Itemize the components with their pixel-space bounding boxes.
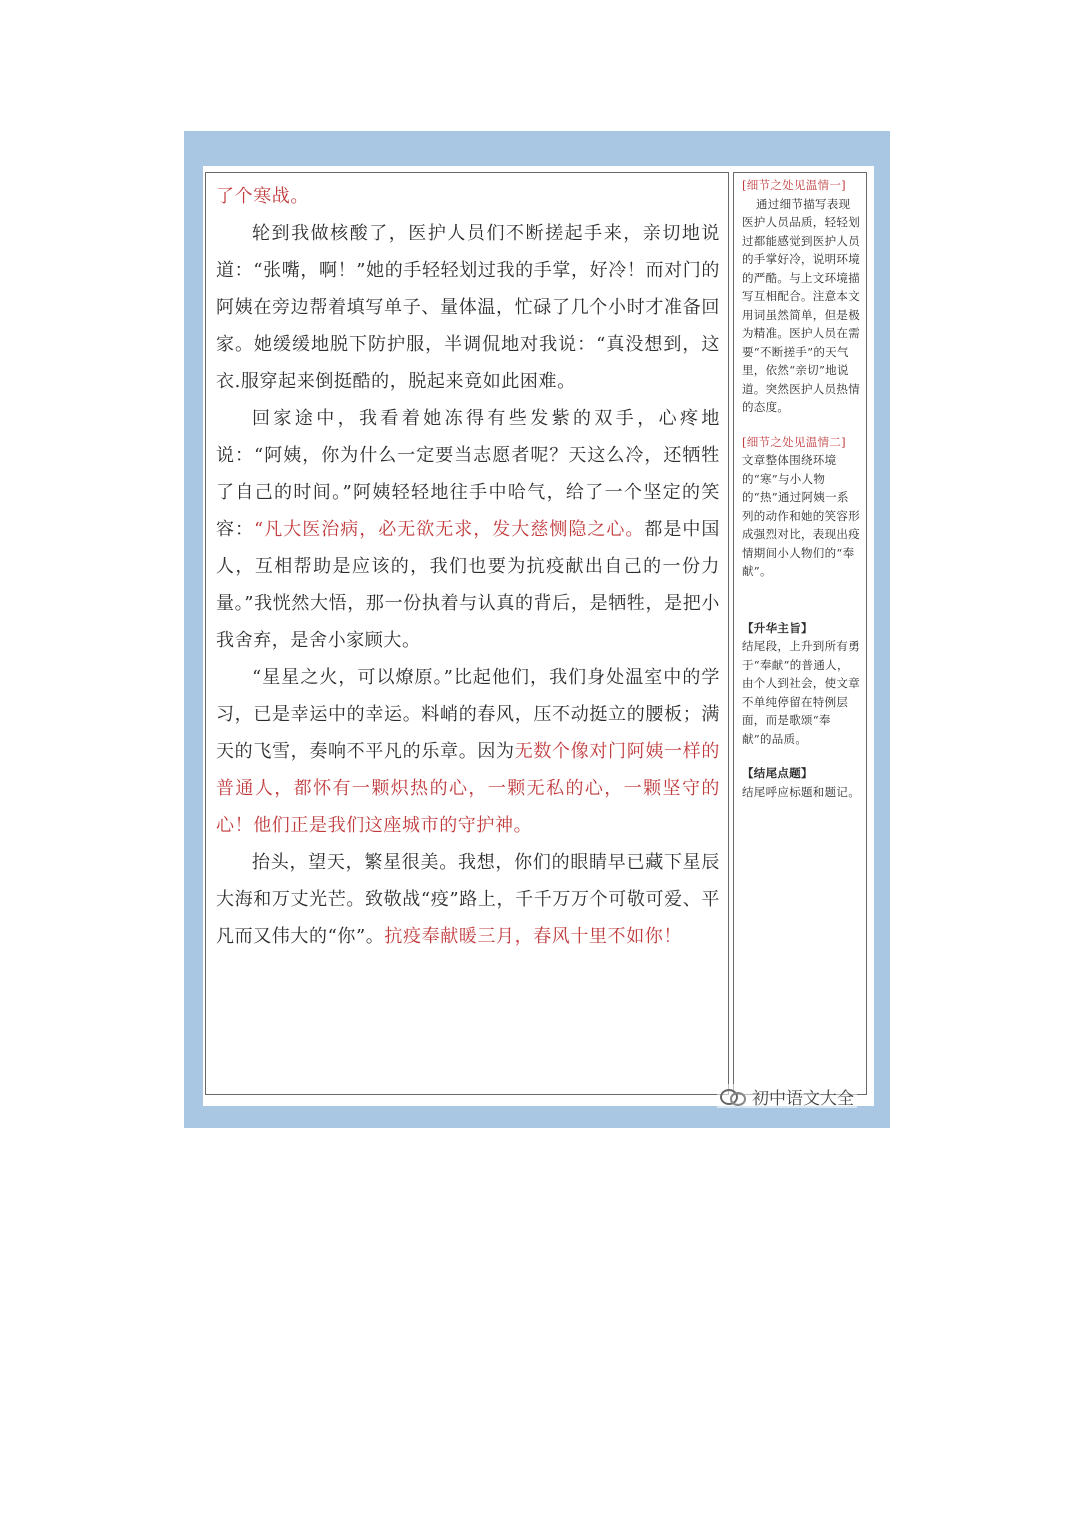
note-theme	[742, 619, 860, 749]
essay-paragraph-0-text: 了个寒战。	[216, 186, 309, 207]
essay-paragraph-4	[216, 844, 720, 955]
commentary-text	[742, 176, 860, 817]
essay-paragraph-1: 轮到我做核酸了，医护人员们不断搓起手来，亲切地说道：“张嘴，啊！”她的手轻轻划过我的手掌，好冷！而对门的阿姨在旁边帮着填写单子、量体温，忙碌了几个小时才准备回家。她缓缓地脱下防护服，半调侃地对我说：“真没想到，这衣.服穿起来倒挺酷的，脱起来竟如此困难。	[216, 223, 720, 392]
note-detail-1-title: [细节之处见温情一]	[742, 178, 846, 192]
essay-paragraph-4-part-a: 抬头，望天，繁星很美。我想，你们的眼睛早已藏下星辰大海和万丈光芒。致敬战“疫”路上，千千万万个可敬可爱、平凡而又伟大的“你”。	[216, 852, 720, 947]
essay-paragraph-2	[216, 400, 720, 659]
essay-paragraph-4-highlight: 抗疫奉献暖三月，春风十里不如你！	[384, 926, 683, 947]
note-ending-title: 【结尾点题】	[742, 766, 813, 780]
essay-paragraph-3-highlight: 无数个像对门阿姨一样的普通人，都怀有一颗炽热的心，一颗无私的心，一颗坚守的心！他们正是我们这座城市的守护神。	[216, 741, 720, 836]
note-detail-2	[742, 433, 860, 581]
essay-paragraph-0	[216, 178, 720, 215]
wechat-logo-icon	[720, 1087, 746, 1105]
essay-paragraph-2-part-a: 回家途中，我看着她冻得有些发紫的双手，心疼地说：“阿姨，你为什么一定要当志愿者呢？天这么冷，还牺牲了自己的时间。”阿姨轻轻地往手中哈气，给了一个坚定的笑容：	[216, 408, 720, 540]
watermark	[717, 1084, 857, 1108]
note-theme-body: 结尾段，上升到所有勇于“奉献”的普通人，由个人到社会，使文章不单纯停留在特例层面，而是歌颂“奉献”的品质。	[742, 639, 860, 746]
note-detail-2-title: [细节之处见温情二]	[742, 434, 846, 449]
note-detail-2-body: 文章整体围绕环境的“寒”与小人物的“热”通过阿姨一系列的动作和她的笑容形成强烈对比，表现出疫情期间小人物们的“奉献”。	[742, 453, 860, 578]
essay-paragraph-2-highlight: “凡大医治病，必无欲无求，发大慈恻隐之心。	[254, 519, 645, 540]
note-detail-1-body: 通过细节描写表现医护人员品质，轻轻划过都能感觉到医护人员的手掌好冷，说明环境的严酷。与上文环境描写互相配合。注意本文用词虽然简单，但是极为精准。医护人员在需要“不断搓手”的天气里，依然“亲切”地说道。突然医护人员热情的态度。	[742, 196, 860, 414]
note-ending-body: 结尾呼应标题和题记。	[742, 784, 860, 799]
note-theme-title: 【升华主旨】	[742, 620, 813, 635]
essay-paragraph-2-part-b: 都是中国人，互相帮助是应该的，我们也要为抗疫献出自己的一份力量。”我恍然大悟，那一份执着与认真的背后，是牺牲，是把小我舍弃，是舍小家顾大。	[216, 519, 720, 651]
essay-paragraph-3	[216, 659, 720, 844]
note-detail-1	[742, 176, 860, 417]
note-spacer	[742, 597, 860, 619]
essay-text	[216, 178, 720, 955]
watermark-text: 初中语文大全	[752, 1088, 854, 1109]
note-ending	[742, 764, 860, 801]
essay-paragraph-3-part-a: “星星之火，可以燎原。”比起他们，我们身处温室中的学习，已是幸运中的幸运。料峭的春风，压不动挺立的腰板；满天的飞雪，奏响不平凡的乐章。因为	[216, 667, 720, 762]
